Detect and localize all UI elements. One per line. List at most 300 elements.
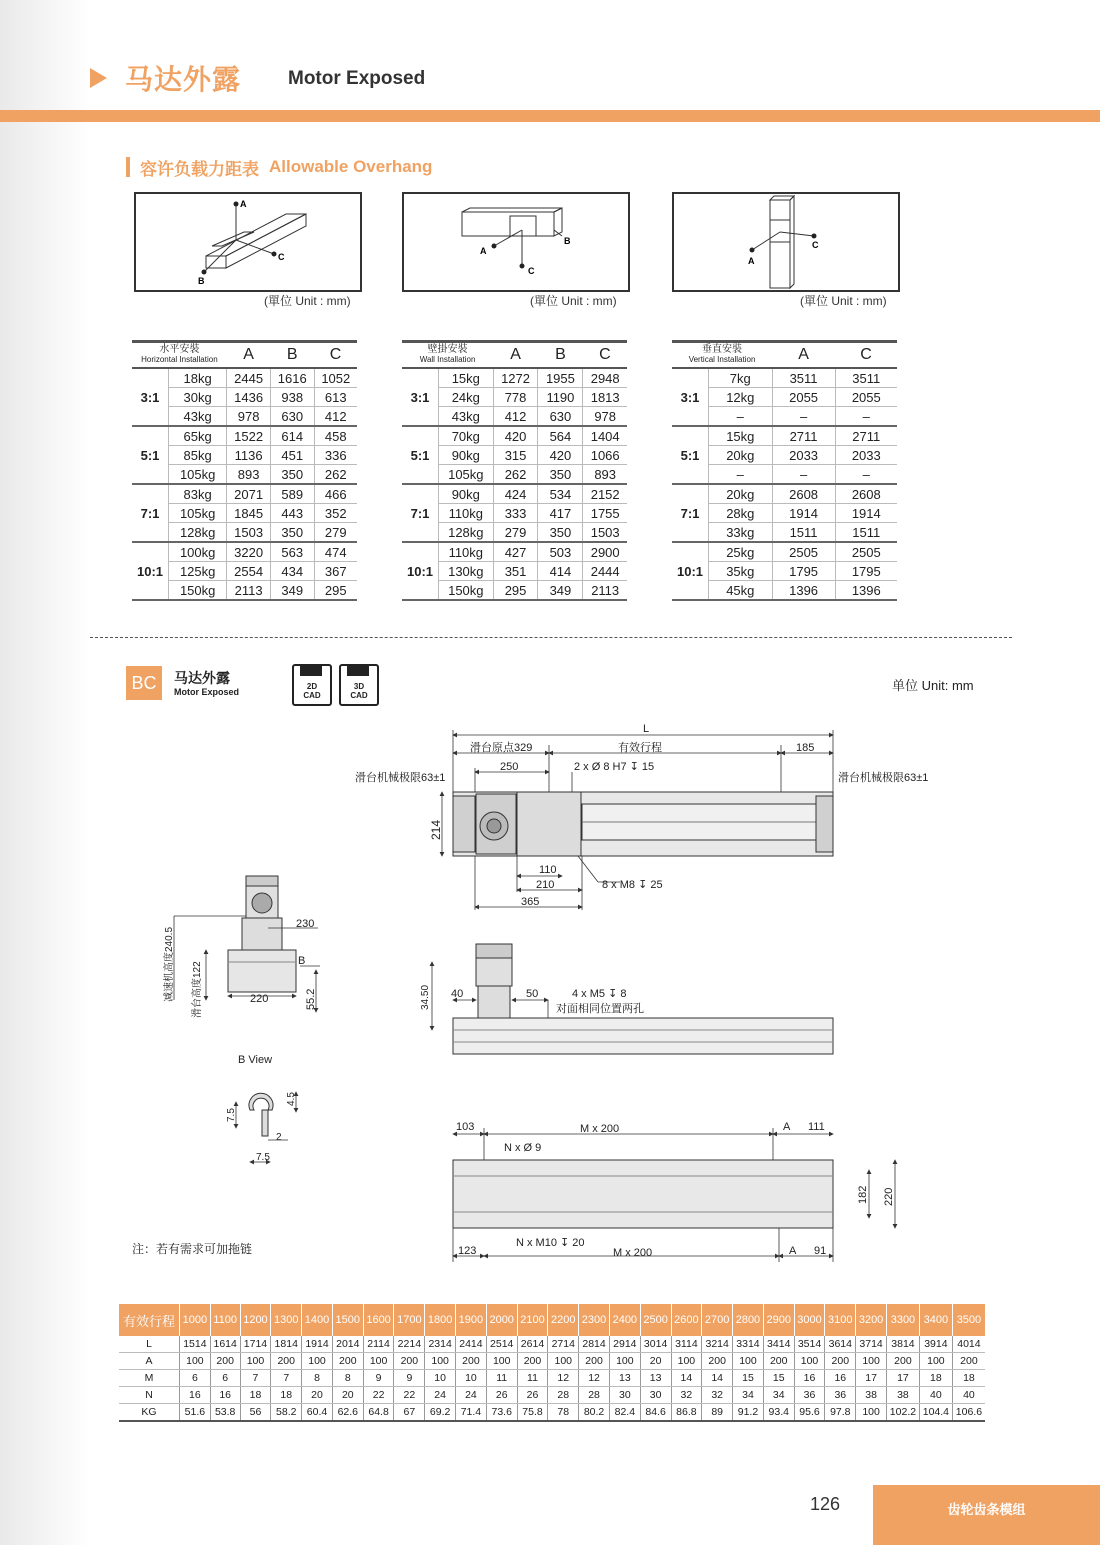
- spec-value: 3414: [763, 1336, 794, 1353]
- table-row: [402, 542, 627, 562]
- spec-value: 18: [952, 1370, 985, 1387]
- spec-value: 84.6: [640, 1404, 671, 1422]
- dim-hole-c-note: 对面相同位置两孔: [556, 1003, 644, 1015]
- ratio-cell: 7:1: [672, 484, 709, 542]
- spec-value: 200: [702, 1353, 733, 1370]
- stroke-header: 2400: [609, 1304, 640, 1336]
- value-cell: 978: [227, 407, 271, 427]
- spec-value: 200: [763, 1353, 794, 1370]
- side-gradient: [0, 0, 90, 1545]
- value-cell: 262: [493, 465, 538, 485]
- load-cell: –: [709, 465, 773, 485]
- value-cell: 414: [538, 562, 583, 581]
- value-cell: 3511: [772, 368, 835, 388]
- spec-value: 100: [425, 1353, 456, 1370]
- spec-row-label: A: [119, 1353, 180, 1370]
- spec-value: 3914: [919, 1336, 952, 1353]
- value-cell: 589: [270, 484, 314, 504]
- value-cell: 778: [493, 388, 538, 407]
- spec-row-label: KG: [119, 1404, 180, 1422]
- label-c: C: [812, 240, 819, 250]
- footer-bar: [873, 1485, 1100, 1545]
- spec-value: 60.4: [302, 1404, 333, 1422]
- spec-value: 100: [302, 1353, 333, 1370]
- spec-value: 8: [332, 1370, 363, 1387]
- value-cell: 893: [583, 465, 627, 485]
- spec-value: 18: [240, 1387, 271, 1404]
- load-cell: 110kg: [439, 542, 494, 562]
- value-cell: –: [835, 407, 897, 427]
- spec-value: 100: [486, 1353, 517, 1370]
- spec-value: 200: [517, 1353, 548, 1370]
- stroke-header: 2900: [763, 1304, 794, 1336]
- value-cell: 466: [314, 484, 357, 504]
- dim-stroke: 有效行程: [618, 742, 662, 754]
- spec-value: 102.2: [886, 1404, 919, 1422]
- stroke-header: 1000: [180, 1304, 211, 1336]
- wall-diagram-svg: [404, 194, 628, 290]
- stroke-header: 3500: [952, 1304, 985, 1336]
- dim-hole-m10: N x M10 ↧ 20: [516, 1237, 585, 1249]
- cad-3d-button[interactable]: [339, 664, 379, 706]
- value-cell: 279: [493, 523, 538, 543]
- value-cell: 295: [314, 581, 357, 601]
- ratio-cell: 7:1: [132, 484, 169, 542]
- spec-value: 200: [579, 1353, 610, 1370]
- load-cell: 150kg: [169, 581, 227, 601]
- dim-a-top: A: [783, 1121, 791, 1133]
- stroke-header: 2800: [733, 1304, 764, 1336]
- stroke-header: 1100: [210, 1304, 240, 1336]
- load-cell: –: [709, 407, 773, 427]
- value-cell: 630: [538, 407, 583, 427]
- spec-value: 2014: [332, 1336, 363, 1353]
- value-cell: 1914: [835, 504, 897, 523]
- spec-value: 40: [919, 1387, 952, 1404]
- dim-limit-right: 滑台机械极限63±1: [838, 772, 929, 784]
- table-row: [132, 368, 357, 388]
- spec-value: 71.4: [456, 1404, 487, 1422]
- dim-210: 210: [536, 879, 555, 891]
- bc-title-cn: 马达外露: [174, 671, 230, 687]
- install-mode-header: [132, 342, 227, 369]
- bview-dim-75b: 7.5: [256, 1152, 270, 1163]
- spec-value: 15: [763, 1370, 794, 1387]
- spec-value: 51.6: [180, 1404, 211, 1422]
- value-cell: 1511: [835, 523, 897, 543]
- spec-value: 2414: [456, 1336, 487, 1353]
- value-cell: 1396: [835, 581, 897, 601]
- load-cell: 7kg: [709, 368, 773, 388]
- spec-value: 40: [952, 1387, 985, 1404]
- install-mode-cn: 壁掛安裝: [427, 344, 468, 355]
- spec-value: 3214: [702, 1336, 733, 1353]
- value-cell: 2711: [835, 426, 897, 446]
- value-cell: 333: [493, 504, 538, 523]
- value-cell: 262: [314, 465, 357, 485]
- value-cell: 349: [538, 581, 583, 601]
- load-cell: 20kg: [709, 446, 773, 465]
- table-row: [672, 368, 897, 388]
- b-view-detail: [249, 1093, 273, 1136]
- unit-caption-1: (單位 Unit : mm): [264, 294, 351, 308]
- spec-value: 9: [394, 1370, 425, 1387]
- spec-value: 3514: [794, 1336, 825, 1353]
- spec-value: 18: [919, 1370, 952, 1387]
- spec-value: 17: [886, 1370, 919, 1387]
- ratio-cell: 10:1: [402, 542, 439, 600]
- value-cell: –: [835, 465, 897, 485]
- value-cell: –: [772, 407, 835, 427]
- stroke-header: 2300: [579, 1304, 610, 1336]
- section-title: [126, 156, 432, 178]
- stroke-spec-table: [119, 1304, 985, 1422]
- ratio-cell: 7:1: [402, 484, 439, 542]
- table-row: [672, 484, 897, 504]
- column-header: C: [583, 342, 627, 369]
- spec-value: 100: [733, 1353, 764, 1370]
- spec-value: 3014: [640, 1336, 671, 1353]
- value-cell: 563: [270, 542, 314, 562]
- dim-91: 91: [814, 1245, 827, 1257]
- dim-mx200-bot: M x 200: [613, 1247, 653, 1259]
- spec-header-label: 有效行程: [119, 1304, 180, 1336]
- value-cell: 352: [314, 504, 357, 523]
- label-a: A: [240, 199, 247, 209]
- footer-label: 齿轮齿条模组: [947, 1503, 1026, 1518]
- spec-value: 100: [548, 1353, 579, 1370]
- value-cell: 1511: [772, 523, 835, 543]
- value-cell: 1190: [538, 388, 583, 407]
- spec-value: 9: [363, 1370, 394, 1387]
- load-cell: 25kg: [709, 542, 773, 562]
- table-row: [402, 368, 627, 388]
- value-cell: 2071: [227, 484, 271, 504]
- ratio-cell: 3:1: [132, 368, 169, 426]
- load-cell: 35kg: [709, 562, 773, 581]
- spec-value: 100: [856, 1404, 887, 1422]
- spec-value: 16: [180, 1387, 211, 1404]
- value-cell: 350: [270, 465, 314, 485]
- value-cell: 2554: [227, 562, 271, 581]
- label-a: A: [748, 256, 755, 266]
- overhang-table-header: [402, 342, 627, 369]
- value-cell: 2445: [227, 368, 271, 388]
- value-cell: 2711: [772, 426, 835, 446]
- table-row: [672, 542, 897, 562]
- stroke-header: 1600: [363, 1304, 394, 1336]
- dim-55: 55.2: [305, 988, 317, 1010]
- spec-value: 20: [332, 1387, 363, 1404]
- value-cell: 458: [314, 426, 357, 446]
- value-cell: 2033: [835, 446, 897, 465]
- value-cell: 613: [314, 388, 357, 407]
- section-title-cn: 容许负载力距表: [140, 159, 259, 180]
- load-cell: 33kg: [709, 523, 773, 543]
- spec-value: 86.8: [671, 1404, 702, 1422]
- play-arrow-icon: [90, 68, 107, 88]
- spec-value: 200: [332, 1353, 363, 1370]
- spec-value: 3714: [856, 1336, 887, 1353]
- page-number: 126: [810, 1494, 841, 1514]
- spec-value: 2314: [425, 1336, 456, 1353]
- stroke-header: 1500: [332, 1304, 363, 1336]
- stroke-header: 3300: [886, 1304, 919, 1336]
- load-cell: 24kg: [439, 388, 494, 407]
- spec-value: 100: [240, 1353, 271, 1370]
- dim-365: 365: [521, 896, 540, 908]
- load-cell: 110kg: [439, 504, 494, 523]
- spec-value: 11: [486, 1370, 517, 1387]
- spec-value: 100: [609, 1353, 640, 1370]
- spec-value: 1714: [240, 1336, 271, 1353]
- wall-install-diagram: [402, 192, 630, 292]
- spec-value: 200: [271, 1353, 302, 1370]
- value-cell: 978: [583, 407, 627, 427]
- stroke-header: 3400: [919, 1304, 952, 1336]
- column-header: A: [227, 342, 271, 369]
- load-cell: 70kg: [439, 426, 494, 446]
- value-cell: 417: [538, 504, 583, 523]
- spec-value: 26: [517, 1387, 548, 1404]
- column-header: A: [772, 342, 835, 369]
- value-cell: 1813: [583, 388, 627, 407]
- spec-row: [119, 1387, 985, 1404]
- spec-value: 80.2: [579, 1404, 610, 1422]
- ratio-cell: 5:1: [132, 426, 169, 484]
- cad-2d-button[interactable]: [292, 664, 332, 706]
- spec-value: 4014: [952, 1336, 985, 1353]
- value-cell: 2505: [835, 542, 897, 562]
- load-cell: 130kg: [439, 562, 494, 581]
- spec-value: 13: [640, 1370, 671, 1387]
- spec-value: 34: [733, 1387, 764, 1404]
- spec-value: 32: [671, 1387, 702, 1404]
- dim-mx200-top: M x 200: [580, 1123, 620, 1135]
- table-row: [402, 484, 627, 504]
- spec-value: 100: [856, 1353, 887, 1370]
- spec-value: 69.2: [425, 1404, 456, 1422]
- ratio-cell: 10:1: [672, 542, 709, 600]
- value-cell: 279: [314, 523, 357, 543]
- overhang-table-header: [132, 342, 357, 369]
- value-cell: 534: [538, 484, 583, 504]
- ratio-cell: 10:1: [132, 542, 169, 600]
- label-c: C: [528, 266, 535, 276]
- spec-value: 16: [825, 1370, 856, 1387]
- value-cell: 3511: [835, 368, 897, 388]
- spec-value: 34: [763, 1387, 794, 1404]
- vertical-install-diagram: [672, 192, 900, 292]
- dim-limit-left: 滑台机械极限63±1: [355, 772, 446, 784]
- spec-value: 93.4: [763, 1404, 794, 1422]
- spec-value: 10: [425, 1370, 456, 1387]
- spec-value: 200: [825, 1353, 856, 1370]
- spec-value: 38: [886, 1387, 919, 1404]
- spec-value: 38: [856, 1387, 887, 1404]
- value-cell: 614: [270, 426, 314, 446]
- dim-103: 103: [456, 1121, 475, 1133]
- spec-value: 18: [271, 1387, 302, 1404]
- value-cell: 1503: [583, 523, 627, 543]
- table-row: [132, 484, 357, 504]
- label-a: A: [480, 246, 487, 256]
- stroke-header: 2700: [702, 1304, 733, 1336]
- value-cell: 1136: [227, 446, 271, 465]
- floppy-icon: [300, 666, 322, 676]
- load-cell: 128kg: [169, 523, 227, 543]
- dim-250: 250: [500, 761, 519, 773]
- spec-row: [119, 1370, 985, 1387]
- spec-value: 200: [456, 1353, 487, 1370]
- spec-value: 64.8: [363, 1404, 394, 1422]
- load-cell: 105kg: [439, 465, 494, 485]
- spec-value: 32: [702, 1387, 733, 1404]
- value-cell: 412: [314, 407, 357, 427]
- value-cell: 2033: [772, 446, 835, 465]
- value-cell: 1272: [493, 368, 538, 388]
- value-cell: 295: [493, 581, 538, 601]
- dim-slide-height: 滑台高度122: [192, 961, 203, 1018]
- spec-row-label: N: [119, 1387, 180, 1404]
- cad-3d-label: 3D CAD: [350, 682, 368, 700]
- spec-value: 2114: [363, 1336, 394, 1353]
- spec-value: 14: [702, 1370, 733, 1387]
- value-cell: 1914: [772, 504, 835, 523]
- value-cell: 2900: [583, 542, 627, 562]
- install-mode-en: Horizontal Installation: [141, 355, 218, 364]
- bottom-view: [453, 1160, 833, 1228]
- value-cell: 1522: [227, 426, 271, 446]
- load-cell: 128kg: [439, 523, 494, 543]
- value-cell: 1795: [772, 562, 835, 581]
- value-cell: 336: [314, 446, 357, 465]
- dim-hole-c: 4 x M5 ↧ 8: [572, 988, 627, 1000]
- spec-value: 2214: [394, 1336, 425, 1353]
- ratio-cell: 5:1: [672, 426, 709, 484]
- load-cell: 20kg: [709, 484, 773, 504]
- dim-L: L: [643, 723, 650, 735]
- spec-value: 20: [640, 1353, 671, 1370]
- value-cell: 420: [493, 426, 538, 446]
- spec-value: 28: [579, 1387, 610, 1404]
- spec-value: 30: [640, 1387, 671, 1404]
- spec-value: 200: [210, 1353, 240, 1370]
- load-cell: 18kg: [169, 368, 227, 388]
- spec-value: 1614: [210, 1336, 240, 1353]
- load-cell: 100kg: [169, 542, 227, 562]
- horizontal-overhang-table: [132, 340, 357, 601]
- load-cell: 15kg: [439, 368, 494, 388]
- value-cell: 3220: [227, 542, 271, 562]
- stroke-header: 3000: [794, 1304, 825, 1336]
- spec-value: 8: [302, 1370, 333, 1387]
- spec-value: 89: [702, 1404, 733, 1422]
- dim-hole-n9: N x Ø 9: [504, 1142, 542, 1154]
- dim-origin: 滑台原点329: [470, 742, 533, 754]
- spec-value: 20: [302, 1387, 333, 1404]
- value-cell: 427: [493, 542, 538, 562]
- footnote: 注：若有需求可加拖链: [132, 1242, 253, 1256]
- section-marker: [126, 157, 130, 177]
- value-cell: 351: [493, 562, 538, 581]
- value-cell: 2152: [583, 484, 627, 504]
- spec-value: 97.8: [825, 1404, 856, 1422]
- vertical-overhang-table: [672, 340, 897, 601]
- end-view: [228, 876, 296, 992]
- spec-value: 1514: [180, 1336, 211, 1353]
- load-cell: 90kg: [439, 484, 494, 504]
- value-cell: 420: [538, 446, 583, 465]
- spec-value: 2614: [517, 1336, 548, 1353]
- column-header: C: [314, 342, 357, 369]
- bc-title-en: Motor Exposed: [174, 687, 240, 697]
- load-cell: 12kg: [709, 388, 773, 407]
- spec-value: 24: [456, 1387, 487, 1404]
- stroke-header: 1700: [394, 1304, 425, 1336]
- value-cell: 1404: [583, 426, 627, 446]
- spec-header-row: [119, 1304, 985, 1336]
- value-cell: 893: [227, 465, 271, 485]
- stroke-header: 2200: [548, 1304, 579, 1336]
- page-title-cn: 马达外露: [125, 63, 242, 96]
- bview-dim-75a: 7.5: [226, 1108, 237, 1122]
- spec-value: 7: [240, 1370, 271, 1387]
- dim-123: 123: [458, 1245, 477, 1257]
- dim-230: 230: [296, 918, 315, 930]
- spec-value: 10: [456, 1370, 487, 1387]
- spec-value: 3314: [733, 1336, 764, 1353]
- value-cell: 443: [270, 504, 314, 523]
- floppy-icon: [347, 666, 369, 676]
- value-cell: 2055: [772, 388, 835, 407]
- load-cell: 105kg: [169, 504, 227, 523]
- value-cell: 1755: [583, 504, 627, 523]
- dim-b-mark: B: [298, 955, 306, 967]
- value-cell: 350: [538, 465, 583, 485]
- spec-value: 67: [394, 1404, 425, 1422]
- install-mode-header: [672, 342, 772, 369]
- table-row: [672, 426, 897, 446]
- value-cell: 350: [538, 523, 583, 543]
- value-cell: 1616: [270, 368, 314, 388]
- load-cell: 150kg: [439, 581, 494, 601]
- side-view: [453, 944, 833, 1054]
- load-cell: 105kg: [169, 465, 227, 485]
- load-cell: 15kg: [709, 426, 773, 446]
- install-mode-en: Vertical Installation: [688, 355, 756, 364]
- ratio-cell: 3:1: [672, 368, 709, 426]
- dim-185: 185: [796, 742, 815, 754]
- spec-value: 3814: [886, 1336, 919, 1353]
- spec-value: 1814: [271, 1336, 302, 1353]
- spec-value: 2514: [486, 1336, 517, 1353]
- install-mode-cn: 水平安裝: [159, 344, 200, 355]
- spec-value: 100: [363, 1353, 394, 1370]
- unit-label: 单位 Unit: mm: [892, 678, 974, 693]
- spec-value: 36: [794, 1387, 825, 1404]
- spec-value: 104.4: [919, 1404, 952, 1422]
- stroke-header: 2100: [517, 1304, 548, 1336]
- table-row: [132, 542, 357, 562]
- bc-badge: BC: [126, 666, 162, 700]
- value-cell: 474: [314, 542, 357, 562]
- spec-row-label: M: [119, 1370, 180, 1387]
- column-header: B: [270, 342, 314, 369]
- spec-value: 58.2: [271, 1404, 302, 1422]
- stroke-header: 3200: [856, 1304, 887, 1336]
- value-cell: 1052: [314, 368, 357, 388]
